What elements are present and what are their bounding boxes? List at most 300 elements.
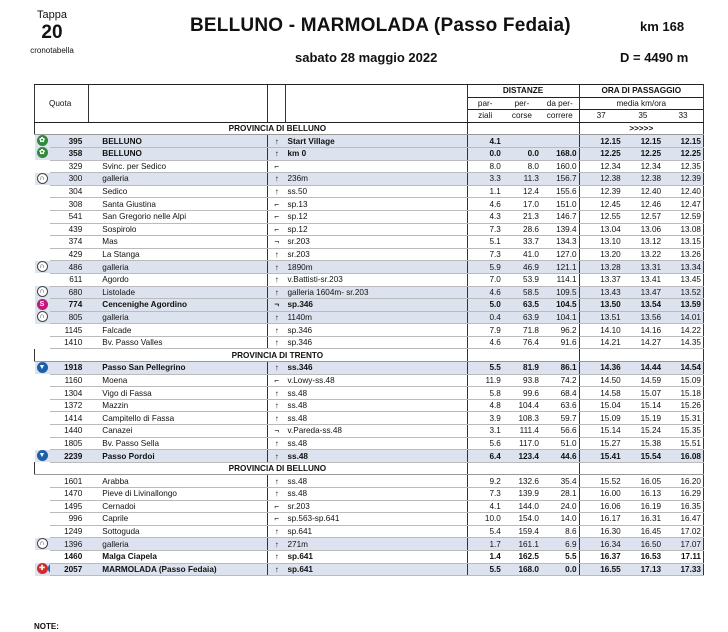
time-37-cell: 16.34 bbox=[579, 538, 623, 551]
quota-cell: 1410 bbox=[50, 336, 88, 349]
time-35-cell: 17.13 bbox=[623, 563, 663, 576]
table-row bbox=[35, 311, 704, 324]
remaining-distance-cell: 86.1 bbox=[541, 362, 579, 375]
province-spacer bbox=[35, 349, 89, 362]
table-row bbox=[35, 160, 704, 173]
time-35-cell: 12.34 bbox=[623, 160, 663, 173]
time-37-cell: 13.51 bbox=[579, 311, 623, 324]
speed-33-header: 33 bbox=[663, 110, 703, 123]
time-35-cell: 16.45 bbox=[623, 525, 663, 538]
quota-cell: 805 bbox=[50, 311, 88, 324]
table-row bbox=[35, 173, 704, 186]
time-33-cell: 12.47 bbox=[663, 198, 703, 211]
partial-distance-cell: 8.0 bbox=[467, 160, 503, 173]
time-33-cell: 13.52 bbox=[663, 286, 703, 299]
quota-cell: 1304 bbox=[50, 387, 88, 400]
remaining-distance-cell: 91.6 bbox=[541, 336, 579, 349]
location-cell: Moena bbox=[88, 374, 267, 387]
road-cell: 271m bbox=[285, 538, 467, 551]
quota-cell: 1440 bbox=[50, 425, 88, 438]
time-35-cell: 13.22 bbox=[623, 248, 663, 261]
time-33-cell: 15.26 bbox=[663, 399, 703, 412]
quota-cell: 2239 bbox=[50, 450, 88, 463]
row-icon-cell bbox=[35, 525, 51, 538]
remaining-distance-cell: 151.0 bbox=[541, 198, 579, 211]
direction-cell: ↑ bbox=[268, 475, 286, 488]
covered-distance-cell: 139.9 bbox=[503, 488, 541, 501]
quota-cell: 1160 bbox=[50, 374, 88, 387]
gpm-icon: ▼ bbox=[37, 362, 48, 373]
covered-distance-cell: 63.5 bbox=[503, 299, 541, 312]
time-37-cell: 16.17 bbox=[579, 513, 623, 526]
road-cell: ss.48 bbox=[285, 412, 467, 425]
header-row-1 bbox=[35, 85, 704, 98]
remaining-distance-cell: 104.5 bbox=[541, 299, 579, 312]
elevation-gain: D = 4490 m bbox=[620, 50, 689, 65]
remaining-distance-cell: 139.4 bbox=[541, 223, 579, 236]
province-label: PROVINCIA DI TRENTO bbox=[88, 349, 467, 362]
table-row bbox=[35, 488, 704, 501]
partial-distance-cell: 7.0 bbox=[467, 273, 503, 286]
da-per-header: da per- bbox=[541, 97, 579, 110]
time-33-cell: 16.29 bbox=[663, 488, 703, 501]
row-icon-cell bbox=[35, 399, 51, 412]
remaining-distance-cell: 114.1 bbox=[541, 273, 579, 286]
time-37-cell: 13.50 bbox=[579, 299, 623, 312]
row-icon-cell bbox=[35, 336, 51, 349]
location-cell: Cencenighe Agordino bbox=[88, 299, 267, 312]
row-icon-cell bbox=[35, 550, 51, 563]
remaining-distance-cell: 74.2 bbox=[541, 374, 579, 387]
time-33-cell: 12.40 bbox=[663, 185, 703, 198]
time-33-cell: 16.08 bbox=[663, 450, 703, 463]
direction-cell: ↑ bbox=[268, 286, 286, 299]
remaining-distance-cell: 156.7 bbox=[541, 173, 579, 186]
covered-distance-cell: 117.0 bbox=[503, 437, 541, 450]
road-cell: sp.13 bbox=[285, 198, 467, 211]
time-37-cell: 12.38 bbox=[579, 173, 623, 186]
road-cell bbox=[285, 160, 467, 173]
remaining-distance-cell: 28.1 bbox=[541, 488, 579, 501]
location-cell: Mas bbox=[88, 236, 267, 249]
covered-distance-cell: 76.4 bbox=[503, 336, 541, 349]
time-35-cell: 14.44 bbox=[623, 362, 663, 375]
location-cell: galleria bbox=[88, 173, 267, 186]
partial-distance-cell: 7.3 bbox=[467, 488, 503, 501]
table-row bbox=[35, 563, 704, 576]
partial-distance-cell: 3.3 bbox=[467, 173, 503, 186]
time-33-cell: 14.54 bbox=[663, 362, 703, 375]
remaining-distance-cell: 68.4 bbox=[541, 387, 579, 400]
covered-distance-cell: 63.9 bbox=[503, 311, 541, 324]
table-row bbox=[35, 223, 704, 236]
time-37-cell: 12.55 bbox=[579, 210, 623, 223]
time-37-cell: 15.14 bbox=[579, 425, 623, 438]
location-cell: MARMOLADA (Passo Fedaia) bbox=[88, 563, 267, 576]
quota-cell: 1396 bbox=[50, 538, 88, 551]
finish-gpm-icon: ✚ bbox=[37, 563, 48, 574]
time-33-cell: 12.39 bbox=[663, 173, 703, 186]
time-33-cell: 15.09 bbox=[663, 374, 703, 387]
quota-cell: 1414 bbox=[50, 412, 88, 425]
time-37-cell: 14.50 bbox=[579, 374, 623, 387]
partial-distance-cell: 0.4 bbox=[467, 311, 503, 324]
partial-distance-cell: 4.1 bbox=[467, 135, 503, 148]
direction-cell: ↑ bbox=[268, 336, 286, 349]
province-spacer bbox=[467, 349, 579, 362]
cronotabella-label: cronotabella bbox=[30, 46, 74, 55]
time-37-cell: 13.04 bbox=[579, 223, 623, 236]
road-cell: sp.641 bbox=[285, 563, 467, 576]
covered-distance-cell: 123.4 bbox=[503, 450, 541, 463]
per-header: per- bbox=[503, 97, 541, 110]
location-cell: Passo San Pellegrino bbox=[88, 362, 267, 375]
quota-cell: 1805 bbox=[50, 437, 88, 450]
time-33-cell: 15.31 bbox=[663, 412, 703, 425]
time-33-cell: 13.26 bbox=[663, 248, 703, 261]
direction-cell: ↑ bbox=[268, 412, 286, 425]
direction-cell: ⌐ bbox=[268, 500, 286, 513]
table-row bbox=[35, 236, 704, 249]
quota-cell: 996 bbox=[50, 513, 88, 526]
row-icon-cell bbox=[35, 437, 51, 450]
timetable bbox=[34, 84, 704, 576]
table-row bbox=[35, 185, 704, 198]
time-33-cell: 16.35 bbox=[663, 500, 703, 513]
time-33-cell: 17.07 bbox=[663, 538, 703, 551]
table-row bbox=[35, 336, 704, 349]
row-icon-cell bbox=[35, 198, 51, 211]
time-33-cell: 13.15 bbox=[663, 236, 703, 249]
table-row bbox=[35, 324, 704, 337]
tunnel-icon: ∩ bbox=[37, 311, 48, 322]
table-row bbox=[35, 286, 704, 299]
partial-distance-cell: 1.4 bbox=[467, 550, 503, 563]
province-spacer bbox=[467, 122, 579, 135]
remaining-distance-cell: 6.9 bbox=[541, 538, 579, 551]
partial-distance-cell: 1.1 bbox=[467, 185, 503, 198]
province-spacer bbox=[467, 462, 579, 475]
remaining-distance-cell: 5.5 bbox=[541, 550, 579, 563]
remaining-distance-cell: 134.3 bbox=[541, 236, 579, 249]
direction-cell: ¬ bbox=[268, 299, 286, 312]
location-cell: Mazzin bbox=[88, 399, 267, 412]
row-icon-cell bbox=[35, 135, 51, 148]
tunnel-icon: ∩ bbox=[37, 261, 48, 272]
time-35-cell: 12.25 bbox=[623, 147, 663, 160]
row-icon-cell bbox=[35, 223, 51, 236]
quota-cell: 395 bbox=[50, 135, 88, 148]
time-33-cell: 17.02 bbox=[663, 525, 703, 538]
remaining-distance-cell: 121.1 bbox=[541, 261, 579, 274]
time-37-cell: 16.30 bbox=[579, 525, 623, 538]
location-cell: Campitello di Fassa bbox=[88, 412, 267, 425]
road-cell: sr.203 bbox=[285, 500, 467, 513]
direction-cell: ↑ bbox=[268, 450, 286, 463]
table-row bbox=[35, 210, 704, 223]
time-35-cell: 16.53 bbox=[623, 550, 663, 563]
speed-37-header: 37 bbox=[579, 110, 623, 123]
row-icon-cell bbox=[35, 147, 51, 160]
location-cell: Passo Pordoi bbox=[88, 450, 267, 463]
table-row bbox=[35, 198, 704, 211]
par-header: par- bbox=[467, 97, 503, 110]
table-row bbox=[35, 387, 704, 400]
partial-distance-cell: 11.9 bbox=[467, 374, 503, 387]
table-row bbox=[35, 412, 704, 425]
time-37-cell: 14.36 bbox=[579, 362, 623, 375]
time-37-cell: 12.45 bbox=[579, 198, 623, 211]
row-icon-cell bbox=[35, 311, 51, 324]
direction-cell: ↑ bbox=[268, 387, 286, 400]
gpm-icon bbox=[48, 563, 51, 574]
time-33-cell: 13.45 bbox=[663, 273, 703, 286]
location-cell: galleria bbox=[88, 311, 267, 324]
province-row bbox=[35, 349, 704, 362]
province-marker bbox=[579, 462, 703, 475]
tunnel-icon: ∩ bbox=[37, 538, 48, 549]
time-37-cell: 16.06 bbox=[579, 500, 623, 513]
road-cell: ss.346 bbox=[285, 362, 467, 375]
quota-cell: 611 bbox=[50, 273, 88, 286]
covered-distance-cell: 41.0 bbox=[503, 248, 541, 261]
time-37-cell: 12.15 bbox=[579, 135, 623, 148]
quota-cell: 486 bbox=[50, 261, 88, 274]
covered-distance-cell: 93.8 bbox=[503, 374, 541, 387]
location-cell: Falcade bbox=[88, 324, 267, 337]
direction-cell: ↑ bbox=[268, 248, 286, 261]
partial-distance-cell: 7.3 bbox=[467, 248, 503, 261]
partial-distance-cell: 6.4 bbox=[467, 450, 503, 463]
quota-header: Quota bbox=[35, 85, 89, 123]
time-35-cell: 16.31 bbox=[623, 513, 663, 526]
direction-cell: ¬ bbox=[268, 425, 286, 438]
quota-cell: 541 bbox=[50, 210, 88, 223]
partial-distance-cell: 5.5 bbox=[467, 362, 503, 375]
direction-cell: ⌐ bbox=[268, 223, 286, 236]
covered-distance-cell: 33.7 bbox=[503, 236, 541, 249]
time-37-cell: 13.43 bbox=[579, 286, 623, 299]
direction-cell: ⌐ bbox=[268, 374, 286, 387]
tappa-label: Tappa bbox=[37, 9, 67, 21]
time-37-cell: 15.41 bbox=[579, 450, 623, 463]
table-row bbox=[35, 399, 704, 412]
direction-cell: ↑ bbox=[268, 324, 286, 337]
covered-distance-cell: 28.6 bbox=[503, 223, 541, 236]
table-row bbox=[35, 550, 704, 563]
road-cell: ss.48 bbox=[285, 399, 467, 412]
row-icon-cell bbox=[35, 173, 51, 186]
remaining-distance-cell bbox=[541, 135, 579, 148]
time-35-cell: 16.05 bbox=[623, 475, 663, 488]
time-35-cell: 16.50 bbox=[623, 538, 663, 551]
partial-distance-cell: 4.6 bbox=[467, 286, 503, 299]
covered-distance-cell: 58.5 bbox=[503, 286, 541, 299]
page-title: BELLUNO - MARMOLADA (Passo Fedaia) bbox=[190, 15, 571, 36]
row-icon-cell bbox=[35, 185, 51, 198]
quota-cell: 374 bbox=[50, 236, 88, 249]
time-37-cell: 16.00 bbox=[579, 488, 623, 501]
partial-distance-cell: 5.4 bbox=[467, 525, 503, 538]
remaining-distance-cell: 0.0 bbox=[541, 563, 579, 576]
province-spacer bbox=[35, 462, 89, 475]
time-35-cell: 15.07 bbox=[623, 387, 663, 400]
row-icon-cell bbox=[35, 488, 51, 501]
time-33-cell: 14.22 bbox=[663, 324, 703, 337]
time-37-cell: 15.27 bbox=[579, 437, 623, 450]
partial-distance-cell: 4.3 bbox=[467, 210, 503, 223]
location-cell: Sospirolo bbox=[88, 223, 267, 236]
road-cell: 1890m bbox=[285, 261, 467, 274]
road-cell: sp.346 bbox=[285, 299, 467, 312]
remaining-distance-cell: 14.0 bbox=[541, 513, 579, 526]
time-37-cell: 16.55 bbox=[579, 563, 623, 576]
row-icon-cell bbox=[35, 538, 51, 551]
table-row bbox=[35, 513, 704, 526]
time-33-cell: 12.59 bbox=[663, 210, 703, 223]
time-35-cell: 15.19 bbox=[623, 412, 663, 425]
direction-cell: ↑ bbox=[268, 311, 286, 324]
road-cell: sp.346 bbox=[285, 324, 467, 337]
table-row bbox=[35, 475, 704, 488]
ziali-header: ziali bbox=[467, 110, 503, 123]
start-icon: ✿ bbox=[37, 135, 48, 146]
road-cell: sr.203 bbox=[285, 248, 467, 261]
row-icon-cell bbox=[35, 273, 51, 286]
time-35-cell: 13.31 bbox=[623, 261, 663, 274]
direction-cell: ↑ bbox=[268, 261, 286, 274]
table-row bbox=[35, 500, 704, 513]
row-icon-cell bbox=[35, 425, 51, 438]
road-cell: ss.48 bbox=[285, 450, 467, 463]
time-35-cell: 15.38 bbox=[623, 437, 663, 450]
road-cell: sp.563-sp.641 bbox=[285, 513, 467, 526]
quota-cell: 358 bbox=[50, 147, 88, 160]
direction-cell: ↑ bbox=[268, 563, 286, 576]
location-cell: BELLUNO bbox=[88, 135, 267, 148]
covered-distance-cell: 154.0 bbox=[503, 513, 541, 526]
road-cell: 1140m bbox=[285, 311, 467, 324]
partial-distance-cell: 7.3 bbox=[467, 223, 503, 236]
tappa-number: 20 bbox=[41, 22, 63, 43]
province-spacer bbox=[35, 122, 89, 135]
direction-cell: ⌐ bbox=[268, 198, 286, 211]
distanze-header: DISTANZE bbox=[467, 85, 579, 98]
tunnel-icon: ∩ bbox=[37, 286, 48, 297]
time-33-cell: 16.20 bbox=[663, 475, 703, 488]
remaining-distance-cell: 109.5 bbox=[541, 286, 579, 299]
province-label: PROVINCIA DI BELLUNO bbox=[88, 462, 467, 475]
time-37-cell: 13.10 bbox=[579, 236, 623, 249]
covered-distance-cell: 21.3 bbox=[503, 210, 541, 223]
remaining-distance-cell: 51.0 bbox=[541, 437, 579, 450]
remaining-distance-cell: 146.7 bbox=[541, 210, 579, 223]
km0-icon: ✿ bbox=[37, 147, 48, 158]
province-row bbox=[35, 122, 704, 135]
speed-35-header: 35 bbox=[623, 110, 663, 123]
time-33-cell: 17.11 bbox=[663, 550, 703, 563]
time-33-cell: 16.47 bbox=[663, 513, 703, 526]
location-header bbox=[88, 85, 267, 123]
time-37-cell: 14.21 bbox=[579, 336, 623, 349]
remaining-distance-cell: 24.0 bbox=[541, 500, 579, 513]
media-header: media km/ora bbox=[579, 97, 703, 110]
row-icon-cell bbox=[35, 412, 51, 425]
quota-cell: 300 bbox=[50, 173, 88, 186]
row-icon-cell bbox=[35, 248, 51, 261]
quota-cell: 1470 bbox=[50, 488, 88, 501]
partial-distance-cell: 4.8 bbox=[467, 399, 503, 412]
time-33-cell: 12.25 bbox=[663, 147, 703, 160]
partial-distance-cell: 5.9 bbox=[467, 261, 503, 274]
quota-cell: 1918 bbox=[50, 362, 88, 375]
location-cell: Sedico bbox=[88, 185, 267, 198]
road-cell: ss.50 bbox=[285, 185, 467, 198]
road-cell: sp.12 bbox=[285, 210, 467, 223]
covered-distance-cell: 17.0 bbox=[503, 198, 541, 211]
location-cell: Santa Giustina bbox=[88, 198, 267, 211]
road-cell: v.Pareda-ss.48 bbox=[285, 425, 467, 438]
direction-cell: ⌐ bbox=[268, 210, 286, 223]
covered-distance-cell bbox=[503, 135, 541, 148]
row-icon-cell bbox=[35, 475, 51, 488]
corse-header: corse bbox=[503, 110, 541, 123]
time-35-cell: 16.19 bbox=[623, 500, 663, 513]
time-35-cell: 15.24 bbox=[623, 425, 663, 438]
road-cell: galleria 1604m- sr.203 bbox=[285, 286, 467, 299]
partial-distance-cell: 5.5 bbox=[467, 563, 503, 576]
time-37-cell: 13.37 bbox=[579, 273, 623, 286]
table-row bbox=[35, 362, 704, 375]
direction-cell: ↑ bbox=[268, 538, 286, 551]
road-cell: sr.203 bbox=[285, 236, 467, 249]
timetable-body bbox=[35, 122, 704, 575]
correre-header: correre bbox=[541, 110, 579, 123]
time-35-cell: 14.27 bbox=[623, 336, 663, 349]
quota-cell: 1249 bbox=[50, 525, 88, 538]
direction-cell: ⌐ bbox=[268, 513, 286, 526]
quota-cell: 429 bbox=[50, 248, 88, 261]
covered-distance-cell: 46.9 bbox=[503, 261, 541, 274]
remaining-distance-cell: 56.6 bbox=[541, 425, 579, 438]
quota-cell: 439 bbox=[50, 223, 88, 236]
partial-distance-cell: 5.6 bbox=[467, 437, 503, 450]
time-37-cell: 12.39 bbox=[579, 185, 623, 198]
time-35-cell: 12.38 bbox=[623, 173, 663, 186]
time-33-cell: 12.15 bbox=[663, 135, 703, 148]
partial-distance-cell: 1.7 bbox=[467, 538, 503, 551]
covered-distance-cell: 81.9 bbox=[503, 362, 541, 375]
road-cell: ss.48 bbox=[285, 475, 467, 488]
covered-distance-cell: 159.4 bbox=[503, 525, 541, 538]
ora-header: ORA DI PASSAGGIO bbox=[579, 85, 703, 98]
covered-distance-cell: 144.0 bbox=[503, 500, 541, 513]
remaining-distance-cell: 96.2 bbox=[541, 324, 579, 337]
partial-distance-cell: 4.6 bbox=[467, 198, 503, 211]
partial-distance-cell: 9.2 bbox=[467, 475, 503, 488]
table-row bbox=[35, 147, 704, 160]
province-marker bbox=[579, 349, 703, 362]
time-33-cell: 12.35 bbox=[663, 160, 703, 173]
time-35-cell: 15.14 bbox=[623, 399, 663, 412]
time-37-cell: 14.10 bbox=[579, 324, 623, 337]
remaining-distance-cell: 44.6 bbox=[541, 450, 579, 463]
time-33-cell: 14.01 bbox=[663, 311, 703, 324]
time-35-cell: 15.54 bbox=[623, 450, 663, 463]
row-icon-cell bbox=[35, 160, 51, 173]
row-icon-cell bbox=[35, 500, 51, 513]
location-cell: BELLUNO bbox=[88, 147, 267, 160]
